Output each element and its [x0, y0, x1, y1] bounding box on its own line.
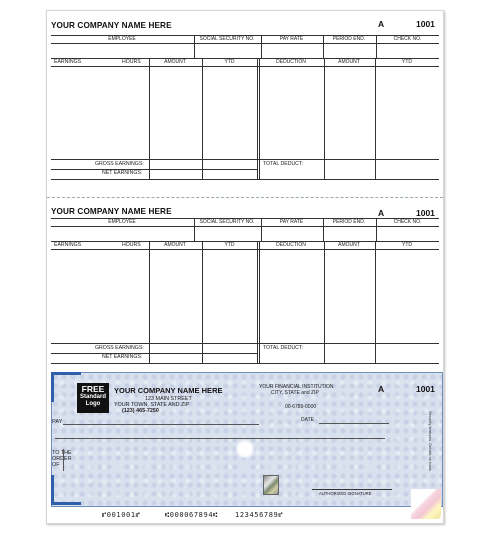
amount-header: AMOUNT: [164, 59, 186, 65]
net-earnings-label: NET EARNINGS:: [102, 354, 143, 360]
security-features-note: [426, 411, 434, 471]
table-rule: [51, 353, 257, 354]
table-rule: [51, 159, 439, 160]
hologram-icon: [263, 475, 279, 495]
amount-words-line: [55, 438, 385, 439]
table-rule: [51, 169, 257, 170]
header-rule: [51, 226, 439, 227]
hours-header: HOURS: [122, 242, 141, 248]
micr-account-number: 123456789⑈: [235, 511, 284, 519]
routing-fraction: 00-6789-0000: [285, 404, 317, 410]
pay-label: PAY: [52, 419, 63, 425]
border-accent: [51, 372, 81, 375]
pay-line: [63, 424, 259, 425]
ssn-header: SOCIAL SECURITY NO.: [199, 219, 255, 225]
pay-rate-header: PAY RATE: [279, 219, 304, 225]
earnings-header: EARNINGS: [54, 59, 82, 65]
deduction-header: DEDUCTION: [276, 242, 306, 248]
earnings-header: EARNINGS: [54, 242, 82, 248]
check-no-header: CHECK NO.: [393, 36, 422, 42]
signature-line: [312, 489, 392, 490]
gross-earnings-label: GROSS EARNINGS:: [95, 161, 144, 167]
order-label-3: OF: [52, 462, 60, 468]
table-rule: [51, 343, 439, 344]
security-features-text: Security features. Details on back.: [428, 411, 433, 472]
micr-check-number: ⑈001001⑈: [102, 511, 141, 519]
bank-name: YOUR FINANCIAL INSTITUTION: [259, 384, 334, 390]
logo-logo-text: Logo: [85, 401, 101, 407]
column-rule: [375, 241, 376, 364]
pay-rate-header: PAY RATE: [279, 36, 304, 42]
pay-stub-2: [47, 195, 443, 365]
amount-header: AMOUNT: [338, 242, 360, 248]
period-end-header: PERIOD END.: [332, 219, 366, 225]
employee-header: EMPLOYEE: [108, 219, 136, 225]
check-number: 1001: [416, 384, 435, 394]
company-city: YOUR TOWN, STATE AND ZIP: [114, 402, 190, 408]
column-rule: [259, 241, 260, 364]
payee-bracket: [63, 449, 64, 471]
form-letter: A: [378, 19, 385, 29]
date-line: [319, 423, 389, 424]
column-rule: [324, 58, 325, 180]
logo-standard-text: Standard: [79, 394, 106, 400]
pay-stub-1: [47, 11, 443, 181]
check-no-header: CHECK NO.: [393, 219, 422, 225]
date-label: DATE: [301, 417, 314, 423]
border-accent: [51, 502, 81, 505]
ytd-header: YTD: [224, 59, 235, 65]
hours-header: HOURS: [122, 59, 141, 65]
employee-header: EMPLOYEE: [108, 36, 136, 42]
column-rule: [261, 218, 262, 242]
net-earnings-label: NET EARNINGS:: [102, 170, 143, 176]
company-street: 123 MAIN STREET: [145, 396, 192, 402]
column-rule: [257, 58, 258, 180]
check: [47, 369, 443, 521]
column-rule: [261, 35, 262, 59]
ssn-header: SOCIAL SECURITY NO.: [199, 36, 255, 42]
order-label-1: TO THE: [52, 450, 72, 456]
amount-header: AMOUNT: [164, 242, 186, 248]
header-rule: [51, 43, 439, 44]
logo-free-text: FREE: [81, 384, 105, 394]
table-rule: [51, 363, 439, 364]
deduction-header: DEDUCTION: [276, 59, 306, 65]
column-rule: [323, 35, 324, 59]
check-number: 1001: [416, 208, 435, 218]
column-rule: [149, 58, 150, 180]
border-accent: [51, 475, 54, 505]
signature-label: AUTHORIZED SIGNATURE: [319, 491, 372, 496]
total-deduct-label: TOTAL DEDUCT:: [263, 345, 303, 351]
column-rule: [259, 58, 260, 180]
company-name: YOUR COMPANY NAME HERE: [51, 207, 172, 216]
company-name: YOUR COMPANY NAME HERE: [51, 21, 172, 30]
check-letter: A: [378, 384, 385, 394]
column-rule: [202, 241, 203, 364]
column-rule: [376, 218, 377, 242]
total-deduct-label: TOTAL DEDUCT:: [263, 161, 303, 167]
column-rule: [375, 58, 376, 180]
table-rule: [51, 179, 439, 180]
ytd-header: YTD: [402, 242, 412, 248]
column-rule: [257, 241, 258, 364]
column-rule: [376, 35, 377, 59]
check-company-name: YOUR COMPANY NAME HERE: [114, 386, 223, 395]
column-rule: [323, 218, 324, 242]
column-rule: [194, 35, 195, 59]
column-rule: [324, 241, 325, 364]
ytd-header: YTD: [402, 59, 412, 65]
form-letter: A: [378, 208, 385, 218]
check-number: 1001: [416, 19, 435, 29]
carbon-copy-curl: [411, 489, 441, 519]
ytd-header: YTD: [224, 242, 235, 248]
column-rule: [202, 58, 203, 180]
micr-routing-number: ⑆000067894⑆: [165, 511, 218, 519]
amount-header: AMOUNT: [338, 59, 360, 65]
bank-city: CITY, STATE and ZIP: [271, 390, 319, 396]
table-rule: [51, 66, 439, 67]
gross-earnings-label: GROSS EARNINGS:: [95, 345, 144, 351]
column-rule: [149, 241, 150, 364]
period-end-header: PERIOD END.: [332, 36, 366, 42]
order-label-2: ORDER: [52, 456, 72, 462]
security-seal-icon: [235, 439, 255, 459]
check-form-page: [46, 10, 444, 524]
table-rule: [51, 249, 439, 250]
company-phone: (123) 465-7250: [122, 408, 159, 414]
border-accent: [51, 372, 54, 402]
column-rule: [194, 218, 195, 242]
logo-placeholder: [77, 383, 109, 413]
